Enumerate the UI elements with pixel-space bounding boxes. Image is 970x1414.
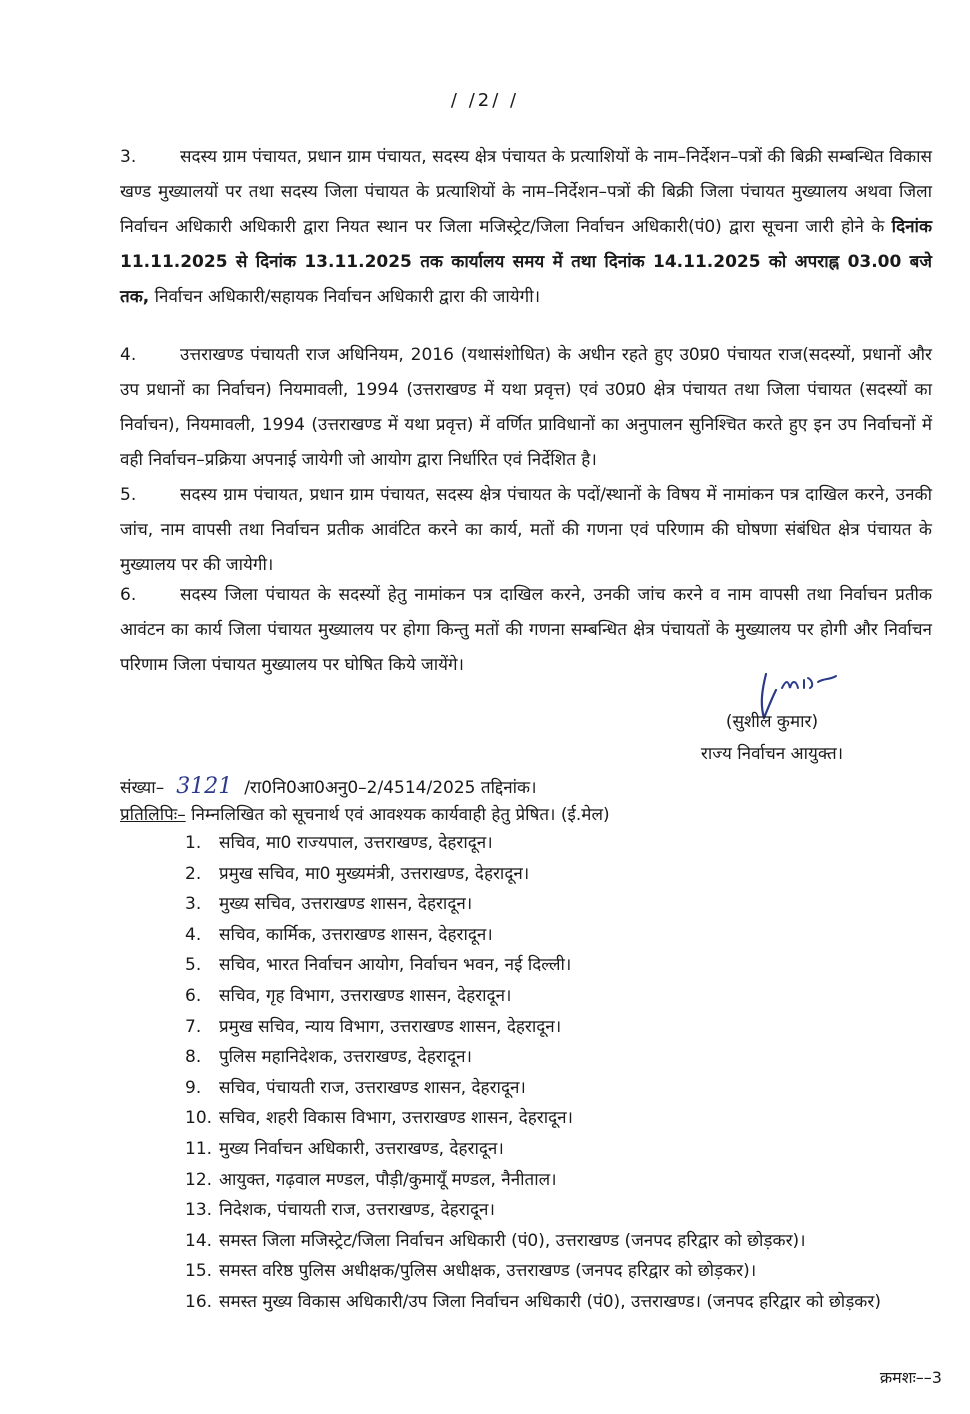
list-item — [185, 889, 935, 920]
list-item-text: समस्त वरिष्ठ पुलिस अधीक्षक/पुलिस अधीक्षक, उत्तराखण्ड (जनपद हरिद्वार को छोड़कर)। — [219, 1261, 757, 1282]
reference-label: संख्या– — [120, 778, 165, 798]
list-item — [185, 1287, 935, 1318]
paragraph-number: 5. — [120, 485, 137, 505]
list-item — [185, 981, 935, 1012]
list-item-number: 6. — [185, 985, 202, 1006]
list-item-number: 2. — [185, 863, 202, 884]
list-item — [185, 1103, 935, 1134]
list-item-number: 10. — [185, 1108, 213, 1129]
list-item-number: 13. — [185, 1200, 213, 1221]
list-item — [185, 1195, 935, 1226]
list-item — [185, 1012, 935, 1043]
signatory-designation: राज्य निर्वाचन आयुक्त। — [700, 744, 844, 764]
list-item — [185, 950, 935, 981]
list-item — [185, 1256, 935, 1287]
list-item-text: मुख्य निर्वाचन अधिकारी, उत्तराखण्ड, देहरादून। — [219, 1138, 504, 1159]
paragraph-text: सदस्य जिला पंचायत के सदस्यों हेतु नामांकन पत्र दाखिल करने, उनकी जांच करने व नाम वापसी तथा निर्वाचन प्रतीक आवंटन का कार्य जिला पंचायत मुख्यालय पर होगा किन्तु मतों की गणना सम्बन्धित क्षेत्र पंचायतों के मुख्यालय पर होगी और निर्वाचन परिणाम जिला पंचायत मुख्यालय पर घोषित किये जायेंगे। — [120, 585, 932, 675]
paragraph-number: 6. — [120, 585, 137, 605]
reference-text: /रा0नि0आ0अनु0–2/4514/2025 तद्दिनांक। — [244, 778, 537, 798]
list-item-number: 4. — [185, 924, 202, 945]
list-item-text: पुलिस महानिदेशक, उत्तराखण्ड, देहरादून। — [219, 1047, 472, 1068]
continued-marker: क्रमशः––3 — [879, 1368, 942, 1387]
list-item-text: प्रमुख सचिव, न्याय विभाग, उत्तराखण्ड शासन, देहरादून। — [219, 1016, 562, 1037]
list-item-number: 16. — [185, 1291, 213, 1312]
list-item-number: 1. — [185, 833, 202, 853]
paragraph-3 — [120, 140, 932, 315]
list-item-number: 11. — [185, 1138, 213, 1159]
list-item-number: 12. — [185, 1169, 213, 1190]
list-item-number: 5. — [185, 955, 202, 976]
reference-number-line — [120, 772, 920, 803]
signature-block — [672, 706, 872, 770]
list-item — [185, 920, 935, 951]
paragraph-text: सदस्य ग्राम पंचायत, प्रधान ग्राम पंचायत, सदस्य क्षेत्र पंचायत के प्रत्याशियों के नाम–निर्देशन–पत्रों की बिक्री सम्बन्धित विकास खण्ड मुख्यालयों पर तथा सदस्य जिला पंचायत के प्रत्याशियों के नाम–निर्देशन–पत्रों की बिक्री जिला पंचायत मुख्यालय अथवा जिला निर्वाचन अधिकारी अधिकारी द्वारा नियत स्थान पर जिला मजिस्ट्रेट/जिला निर्वाचन अधिकारी(पं0) द्वारा सूचना जारी होने के — [120, 147, 932, 237]
list-item — [185, 1134, 935, 1165]
list-item-number: 3. — [185, 894, 202, 915]
paragraph-5 — [120, 478, 932, 583]
paragraph-text-end: निर्वाचन अधिकारी/सहायक निर्वाचन अधिकारी द्वारा की जायेगी। — [149, 287, 541, 307]
list-item-number: 9. — [185, 1077, 202, 1098]
list-item-text: सचिव, भारत निर्वाचन आयोग, निर्वाचन भवन, नई दिल्ली। — [219, 955, 572, 976]
paragraph-text: सदस्य ग्राम पंचायत, प्रधान ग्राम पंचायत, सदस्य क्षेत्र पंचायत के पदों/स्थानों के विषय में नामांकन पत्र दाखिल करने, उनकी जांच, नाम वापसी तथा निर्वाचन प्रतीक आवंटित करने का कार्य, मतों की गणना एवं परिणाम की घोषणा संबंधित क्षेत्र पंचायत के मुख्यालय पर की जायेगी। — [120, 485, 932, 575]
list-item-text: सचिव, मा0 राज्यपाल, उत्तराखण्ड, देहरादून। — [219, 833, 493, 853]
list-item-number: 8. — [185, 1047, 202, 1068]
list-item — [185, 859, 935, 890]
page-number-marker: / /2/ / — [450, 90, 520, 111]
list-item-text: मुख्य सचिव, उत्तराखण्ड शासन, देहरादून। — [219, 894, 473, 915]
list-item-text: आयुक्त, गढ़वाल मण्डल, पौड़ी/कुमायूँ मण्डल, नैनीताल। — [219, 1169, 557, 1190]
list-item-number: 14. — [185, 1230, 213, 1251]
list-item — [185, 1165, 935, 1196]
list-item-text: समस्त जिला मजिस्ट्रेट/जिला निर्वाचन अधिकारी (पं0), उत्तराखण्ड (जनपद हरिद्वार को छोड़कर)। — [219, 1230, 806, 1251]
list-item-text: सचिव, शहरी विकास विभाग, उत्तराखण्ड शासन, देहरादून। — [219, 1108, 574, 1129]
list-item-number: 7. — [185, 1016, 202, 1037]
list-item — [185, 1042, 935, 1073]
list-item-text: निदेशक, पंचायती राज, उत्तराखण्ड, देहरादून। — [219, 1200, 495, 1221]
paragraph-text: उत्तराखण्ड पंचायती राज अधिनियम, 2016 (यथासंशोधित) के अधीन रहते हुए उ0प्र0 पंचायत राज(सदस्यों, प्रधानों और उप प्रधानों का निर्वाचन) नियमावली, 1994 (उत्तराखण्ड में यथा प्रवृत्त) एवं उ0प्र0 क्षेत्र पंचायत तथा जिला पंचायत (सदस्यों का निर्वाचन), नियमावली, 1994 (उत्तराखण्ड में यथा प्रवृत्त) में वर्णित प्राविधानों का अनुपालन सुनिश्चित करते हुए इन उप निर्वाचनों में वही निर्वाचन–प्रक्रिया अपनाई जायेगी जो आयोग द्वारा निर्धारित एवं निर्देशित है। — [120, 345, 932, 470]
list-item — [185, 1073, 935, 1104]
list-item — [185, 1226, 935, 1257]
recipient-list — [185, 828, 935, 1318]
list-item-number: 15. — [185, 1261, 213, 1282]
paragraph-number: 3. — [120, 147, 137, 167]
paragraph-date-text: दिनांक 11.11.2025 से दिनांक 13.11.2025 तक कार्यालय समय में तथा दिनांक 14.11.2025 को अपराह्न 03.00 बजे तक, — [120, 217, 932, 307]
copy-to-label: प्रतिलिपिः– — [120, 805, 186, 825]
copy-to-heading — [120, 800, 920, 830]
signatory-name: (सुशील कुमार) — [725, 712, 819, 732]
list-item — [185, 828, 935, 859]
list-item-text: समस्त मुख्य विकास अधिकारी/उप जिला निर्वाचन अधिकारी (पं0), उत्तराखण्ड। (जनपद हरिद्वार को छोड़कर) — [219, 1291, 881, 1312]
copy-to-text: निम्नलिखित को सूचनार्थ एवं आवश्यक कार्यवाही हेतु प्रेषित। (ई.मेल) — [191, 805, 610, 825]
paragraph-4 — [120, 338, 932, 478]
list-item-text: प्रमुख सचिव, मा0 मुख्यमंत्री, उत्तराखण्ड, देहरादून। — [219, 863, 530, 884]
list-item-text: सचिव, पंचायती राज, उत्तराखण्ड शासन, देहरादून। — [219, 1077, 526, 1098]
paragraph-number: 4. — [120, 345, 137, 365]
list-item-text: सचिव, गृह विभाग, उत्तराखण्ड शासन, देहरादून। — [219, 985, 512, 1006]
list-item-text: सचिव, कार्मिक, उत्तराखण्ड शासन, देहरादून। — [219, 924, 493, 945]
handwritten-reference-number: 3121 — [176, 774, 233, 799]
